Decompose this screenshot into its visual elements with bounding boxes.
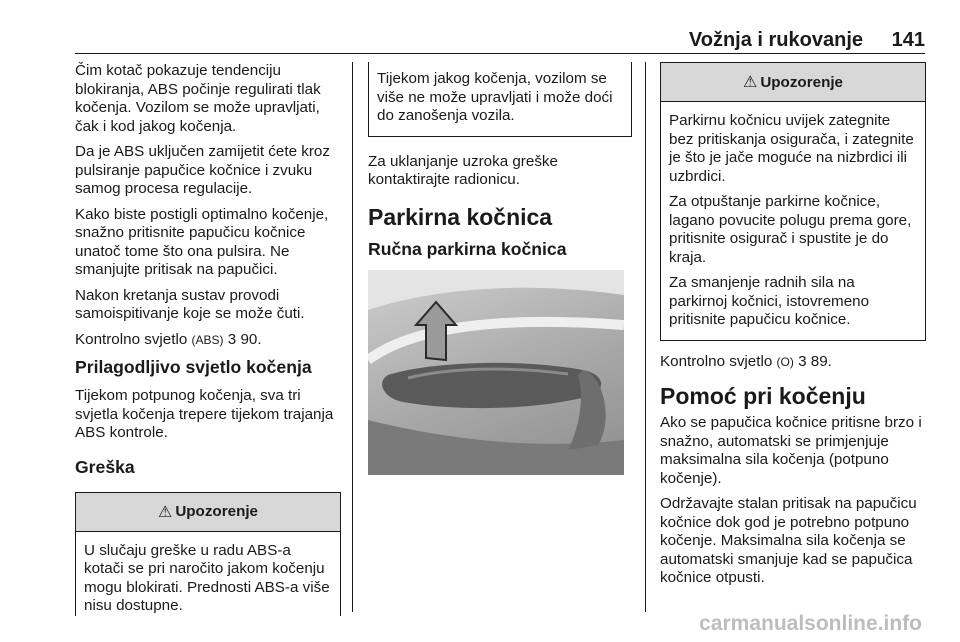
brake-assist-paragraph-2: Održavajte stalan pritisak na papučicu kočnice dok god je potrebno potpuno kočenje. Maksimalna sila kočenja se automatski smanjuje kad se papučica kočnice otpusti. [660,495,917,586]
heading-adaptive-brake-light: Prilagodljivo svjetlo kočenja [75,357,312,377]
parking-warning-light-ref: Kontrolno svjetlo (O) 3 89. [660,352,832,370]
column-divider-2 [645,62,646,612]
warning-text-3: Za smanjenje radnih sila na parkirnoj kočnici, istovremeno pritisnite papučicu kočnice. [669,274,870,328]
warning-continuation [368,62,632,137]
abs-paragraph-4: Nakon kretanja sustav provodi samoispitivanje koje se može čuti. [75,286,305,322]
page-ref[interactable]: 3 90. [227,330,262,348]
brake-light-icon: (O) [776,354,794,369]
heading-brake-assist: Pomoć pri kočenju [660,383,866,409]
heading-parking-brake: Parkirna kočnica [368,203,553,230]
parking-brake-lever-photo [368,270,624,475]
column-1 [75,62,341,628]
warning-cont-text: Tijekom jakog kočenja, vozilom se više ne može upravljati i može doći do zanošenja vozila. [377,70,613,124]
warning-triangle-icon: ⚠ [157,503,173,521]
warning-header: ⚠ Upozorenje [76,493,340,532]
column-3 [660,62,926,595]
parking-brake-warning [660,62,926,341]
page-ref[interactable]: 3 89. [798,352,832,370]
abs-paragraph-2: Da je ABS uključen zamijetit ćete kroz pulsiranje papučice kočnice i zvuku samog procesa regulacije. [75,143,330,197]
warning-text-2: Za otpuštanje parkirne kočnice, lagano povucite polugu prema gore, pritisnite osigurač i spustite je do kraja. [669,193,912,266]
abs-paragraph-1: Čim kotač pokazuje tendenciju blokiranja, ABS počinje regulirati tlak kočenja. Vozilom se može upravljati, čak i kod jakog kočenja. [75,62,321,135]
abs-paragraph-3: Kako biste postigli optimalno kočenje, snažno pritisnite papučicu kočnice unatoč tome što ona pulsira. Ne smanjujte pritisak na papučici. [75,205,329,278]
page-number: 141 [891,29,925,51]
page-header [75,27,925,54]
fault-repair-paragraph: Za uklanjanje uzroka greške kontaktirajte radionicu. [368,152,558,188]
parking-brake-illustration [368,270,624,475]
column-2 [368,62,632,475]
abs-warning-light-ref: Kontrolno svjetlo (ABS) 3 90. [75,330,262,348]
warning-header: ⚠ Upozorenje [661,63,925,102]
adaptive-brake-paragraph: Tijekom potpunog kočenja, sva tri svjetla kočenja trepere tijekom trajanja ABS kontrole. [75,387,334,441]
section-title: Vožnja i rukovanje [688,29,863,51]
heading-fault: Greška [75,456,135,477]
column-divider-1 [352,62,353,612]
abs-light-icon: (ABS) [191,332,224,347]
brake-assist-paragraph-1: Ako se papučica kočnice pritisne brzo i snažno, automatski se primjenjuje maksimalna sila kočenja (potpuno kočenje). [660,414,922,487]
heading-manual-parking-brake: Ručna parkirna kočnica [368,238,567,259]
warning-triangle-icon: ⚠ [742,74,758,91]
abs-fault-warning [75,492,341,616]
watermark: carmanualsonline.info [699,612,922,635]
warning-text: U slučaju greške u radu ABS-a kotači se pri naročito jakom kočenju mogu blokirati. Prednosti ABS-a više nisu dostupne. [84,541,330,614]
warning-text-1: Parkirnu kočnicu uvijek zategnite bez pritiskanja osigurača, i zategnite je što je jače moguće na nizbrdici ili uzbrdici. [669,112,914,185]
